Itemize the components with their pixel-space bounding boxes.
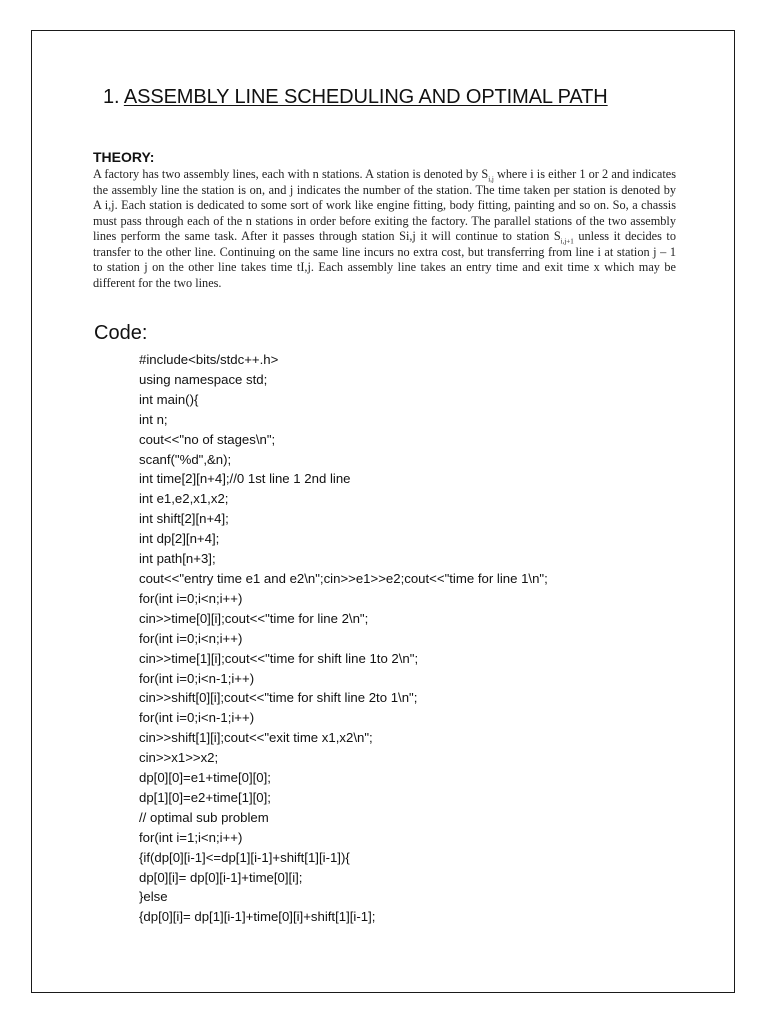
code-line: dp[0][0]=e1+time[0][0]; [139, 770, 271, 786]
code-line: {if(dp[0][i-1]<=dp[1][i-1]+shift[1][i-1]){ [139, 849, 350, 865]
next-station-subscript: i,j+1 [560, 237, 574, 246]
code-line: for(int i=0;i<n;i++) [139, 590, 243, 606]
code-line: int main(){ [139, 391, 199, 407]
code-line: int n; [139, 411, 168, 427]
code-line: int dp[2][n+4]; [139, 531, 220, 547]
code-line: dp[1][0]=e2+time[1][0]; [139, 789, 271, 805]
code-line: dp[0][i]= dp[0][i-1]+time[0][i]; [139, 869, 303, 885]
station-subscript: i,j [488, 175, 494, 184]
code-line: cin>>shift[1][i];cout<<"exit time x1,x2\n"; [139, 730, 373, 746]
document-title [103, 86, 608, 109]
code-line: int e1,e2,x1,x2; [139, 491, 229, 507]
code-line: cin>>time[1][i];cout<<"time for shift line 1to 2\n"; [139, 650, 419, 666]
title-text: ASSEMBLY LINE SCHEDULING AND OPTIMAL PATH [123, 86, 608, 108]
theory-heading: THEORY: [93, 149, 155, 165]
code-line: int time[2][n+4];//0 1st line 1 2nd line [139, 471, 351, 487]
code-line: using namespace std; [139, 371, 268, 387]
code-line: }else [139, 889, 168, 905]
code-line: cin>>time[0][i];cout<<"time for line 2\n"; [139, 610, 369, 626]
title-number: 1. [103, 86, 120, 108]
code-heading: Code: [94, 322, 148, 344]
code-line: for(int i=0;i<n-1;i++) [139, 670, 255, 686]
code-line: int shift[2][n+4]; [139, 511, 229, 527]
code-line: scanf("%d",&n); [139, 451, 232, 467]
theory-text-part2: where i is either 1 or 2 and indicates the assembly line the station is on, and j indicates the number of the station. The time taken per station is denoted by A i,j. Each station is dedicated to some sort of work like engine fitting, body fitting, painting and so on. So, a chassis must pass through each of the n stations in order before exiting the factory. The parallel stations of the two assembly lines perform the same task. After it passes through station Si,j it will continue to station S [93, 167, 677, 244]
code-line: {dp[0][i]= dp[1][i-1]+time[0][i]+shift[1][i-1]; [139, 909, 376, 925]
code-line: cin>>shift[0][i];cout<<"time for shift line 2to 1\n"; [139, 690, 418, 706]
theory-text-part3: unless it decides to transfer to the other line. Continuing on the same line incurs no extra cost, but transferring from line i at station j – 1 to station j on the other line takes time tI,j. Each assembly line takes an entry time and exit time x which may be different for the two lines. [93, 229, 676, 290]
code-listing [139, 350, 548, 927]
code-line: for(int i=0;i<n-1;i++) [139, 710, 255, 726]
code-line: #include<bits/stdc++.h> [139, 352, 279, 367]
code-line: cin>>x1>>x2; [139, 750, 219, 766]
code-line: cout<<"entry time e1 and e2\n";cin>>e1>>e2;cout<<"time for line 1\n"; [139, 570, 548, 586]
theory-paragraph [93, 167, 676, 291]
code-line: for(int i=1;i<n;i++) [139, 829, 243, 845]
code-line: int path[n+3]; [139, 551, 216, 567]
code-line: for(int i=0;i<n;i++) [139, 630, 243, 646]
code-line: cout<<"no of stages\n"; [139, 431, 276, 447]
theory-text-part1: A factory has two assembly lines, each with n stations. A station is denoted by S [93, 167, 489, 181]
code-line: // optimal sub problem [139, 809, 269, 825]
